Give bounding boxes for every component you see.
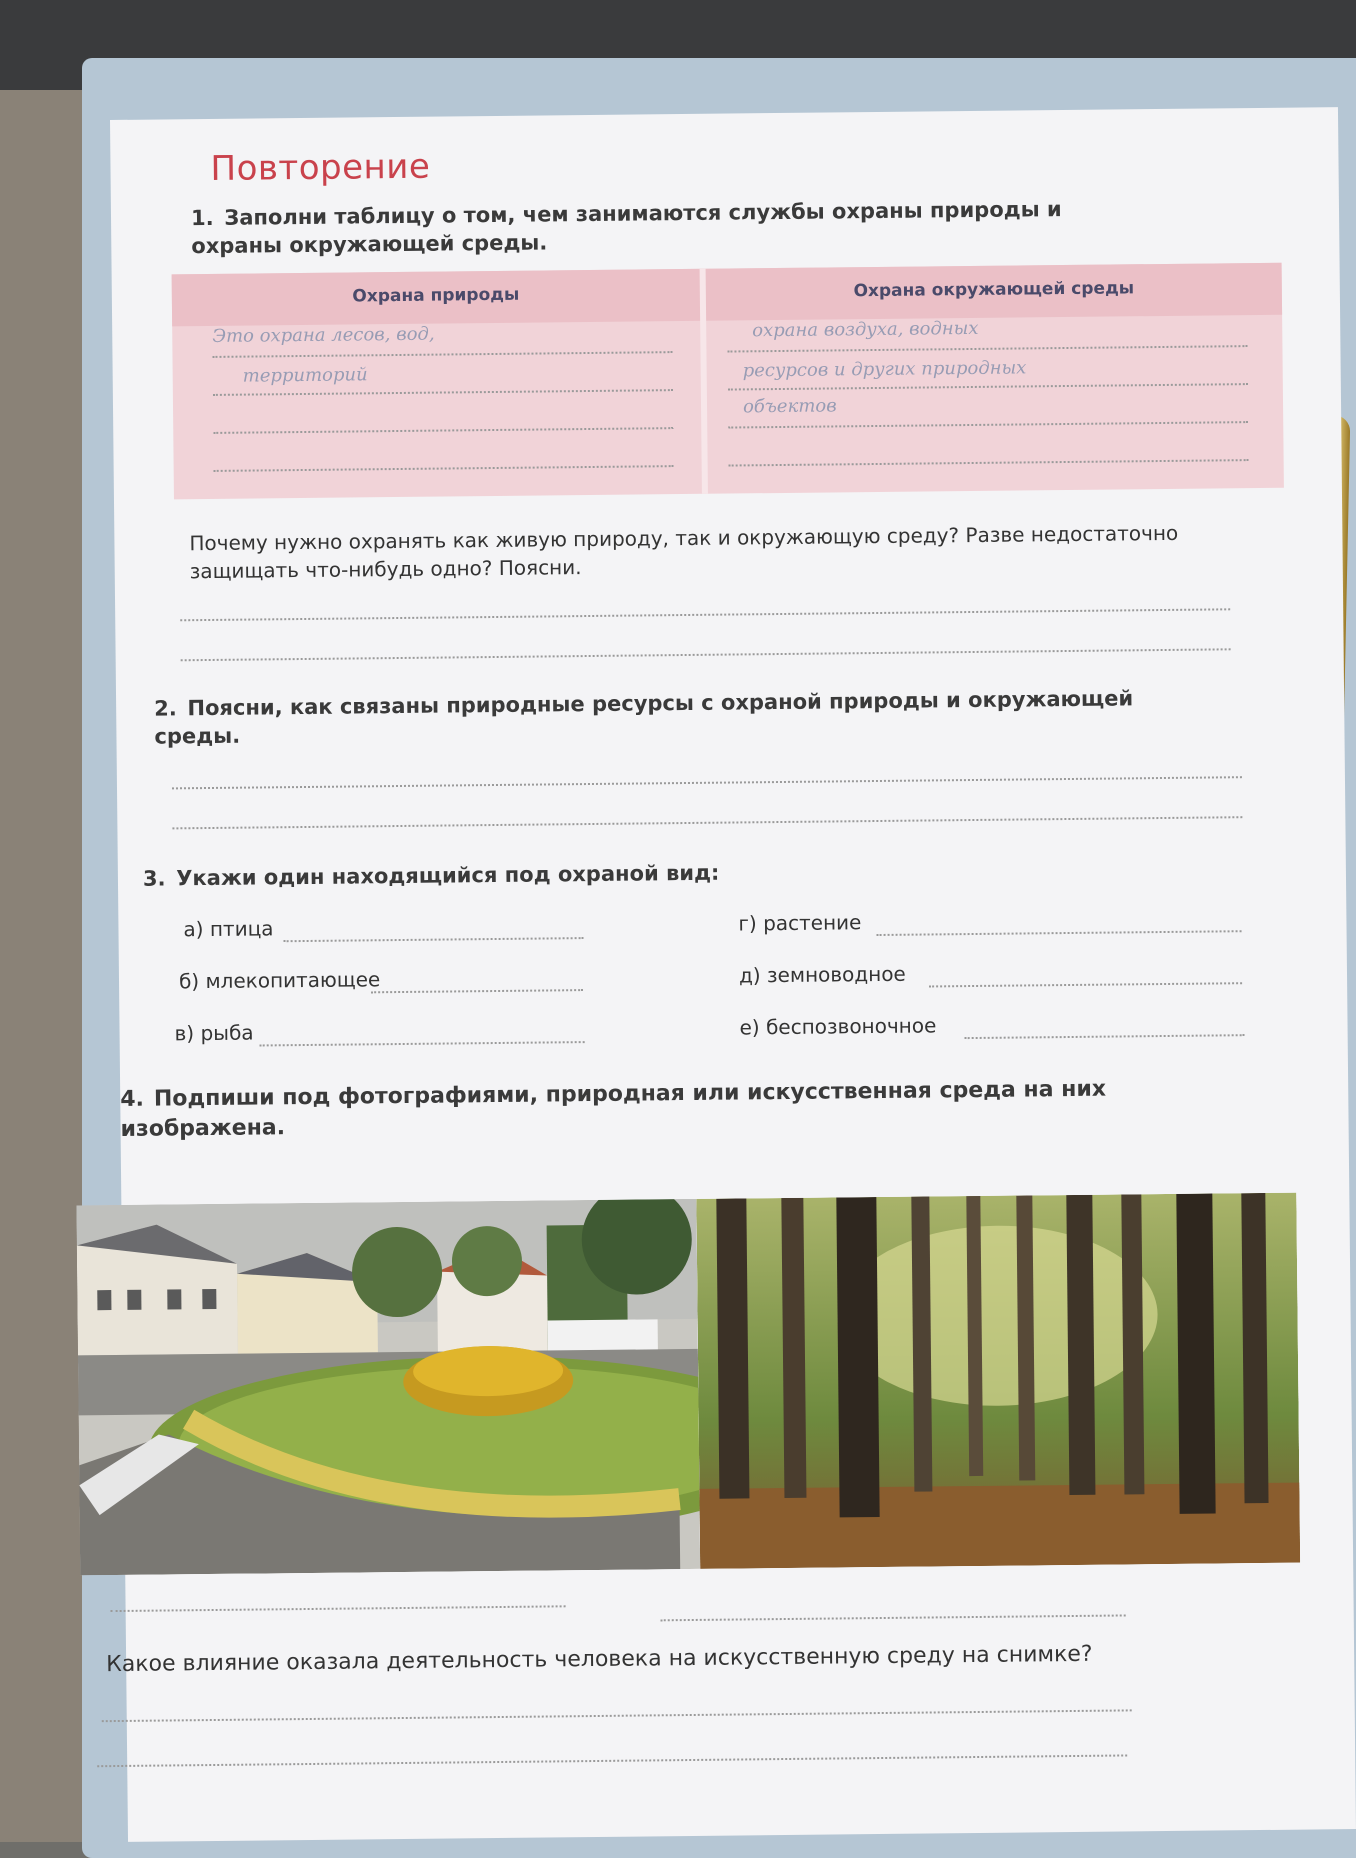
option-plant bbox=[738, 910, 861, 935]
answer-line[interactable] bbox=[729, 459, 1249, 466]
answer-line[interactable] bbox=[213, 389, 673, 396]
photo-caption-line-right[interactable] bbox=[661, 1614, 1126, 1621]
question-4 bbox=[120, 1074, 1211, 1145]
question-2 bbox=[154, 683, 1215, 751]
handwritten-answer: ресурсов и других природных bbox=[742, 357, 1027, 382]
question-number: 4. bbox=[120, 1086, 145, 1112]
answer-line[interactable] bbox=[929, 982, 1242, 987]
question-text: Подпиши под фотографиями, природная или искусственная среда на них изображена. bbox=[120, 1076, 1107, 1142]
handwritten-answer: Это охрана лесов, вод, bbox=[212, 323, 435, 347]
table-header-nature: Охрана природы bbox=[352, 284, 520, 307]
answer-line[interactable] bbox=[214, 465, 674, 472]
workbook-page bbox=[106, 107, 1356, 1842]
answer-line[interactable] bbox=[213, 427, 673, 434]
answer-line[interactable] bbox=[728, 383, 1248, 390]
answer-line[interactable] bbox=[727, 345, 1247, 352]
question-1 bbox=[191, 195, 1072, 261]
answer-line[interactable] bbox=[260, 1041, 585, 1046]
option-label: в) рыба bbox=[174, 1020, 254, 1046]
answer-line[interactable] bbox=[728, 421, 1248, 428]
table-header-row bbox=[172, 263, 1282, 327]
page-title: Повторение bbox=[210, 146, 431, 189]
option-label: б) млекопитающее bbox=[178, 967, 381, 994]
option-label: а) птица bbox=[183, 916, 274, 942]
answer-line[interactable] bbox=[371, 989, 583, 993]
option-amphibian bbox=[739, 962, 906, 988]
answer-line[interactable] bbox=[97, 1754, 1127, 1767]
answer-line[interactable] bbox=[284, 937, 584, 942]
option-invertebrate bbox=[739, 1013, 936, 1039]
question-text: Заполни таблицу о том, чем занимаются службы охраны природы и охраны окружающей среды. bbox=[191, 197, 1062, 259]
answer-line[interactable] bbox=[877, 930, 1242, 936]
photo-caption-line-left[interactable] bbox=[111, 1605, 566, 1612]
option-mammal bbox=[179, 967, 380, 993]
option-bird bbox=[183, 916, 273, 941]
option-label: е) беспозвоночное bbox=[739, 1013, 937, 1040]
answer-line[interactable] bbox=[102, 1709, 1132, 1722]
forest-image bbox=[696, 1193, 1300, 1569]
table-header-environment: Охрана окружающей среды bbox=[853, 278, 1135, 302]
protection-table bbox=[172, 263, 1284, 500]
answer-line[interactable] bbox=[180, 608, 1230, 621]
question-text: Укажи один находящийся под охраной вид: bbox=[176, 860, 720, 891]
photo-town-square bbox=[76, 1199, 700, 1575]
answer-line[interactable] bbox=[212, 351, 672, 358]
question-4-followup: Какое влияние оказала деятельность человека на искусственную среду на снимке? bbox=[106, 1641, 1093, 1678]
answer-line[interactable] bbox=[172, 776, 1242, 789]
question-1-followup: Почему нужно охранять как живую природу, так и окружающую среду? Разве недостаточно защищать что-нибудь одно? Поясни. bbox=[189, 520, 1179, 584]
option-fish bbox=[174, 1021, 253, 1046]
answer-line[interactable] bbox=[181, 648, 1231, 661]
question-number: 2. bbox=[154, 696, 177, 721]
handwritten-answer: объектов bbox=[742, 395, 837, 418]
town-square-image bbox=[76, 1199, 700, 1575]
question-number: 1. bbox=[190, 205, 214, 231]
option-label: д) земноводное bbox=[738, 961, 906, 988]
handwritten-answer: охрана воздуха, водных bbox=[752, 317, 979, 342]
question-text: Поясни, как связаны природные ресурсы с охраной природы и окружающей среды. bbox=[154, 686, 1134, 749]
photo-forest bbox=[696, 1193, 1300, 1569]
answer-line[interactable] bbox=[172, 816, 1242, 829]
question-number: 3. bbox=[142, 866, 166, 891]
handwritten-answer: территорий bbox=[242, 364, 368, 387]
answer-line[interactable] bbox=[965, 1034, 1245, 1039]
option-label: г) растение bbox=[738, 910, 862, 936]
question-3 bbox=[143, 854, 1143, 893]
